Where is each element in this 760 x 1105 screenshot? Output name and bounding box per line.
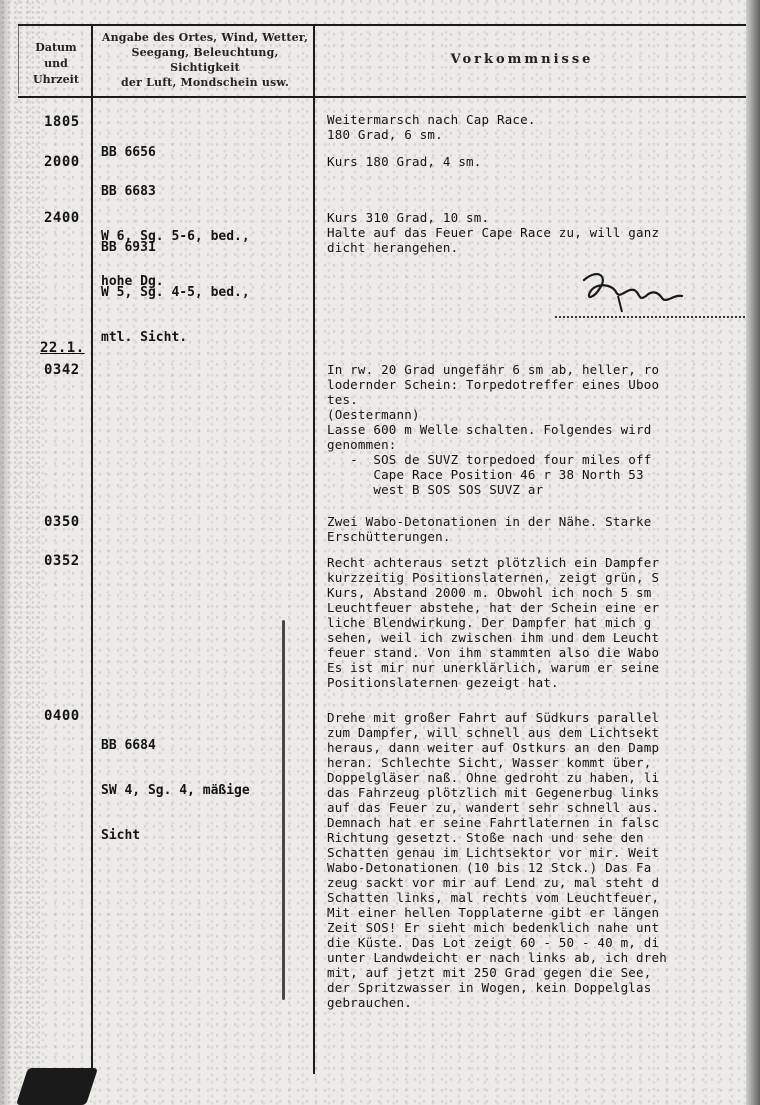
entry-line: Halte auf das Feuer Cape Race zu, will ganz — [327, 225, 660, 240]
header-date-line: Datum — [35, 41, 77, 54]
scan-edge-right — [746, 0, 760, 1105]
entry-text — [327, 362, 745, 497]
entry-line: west B SOS SOS SUVZ ar — [327, 482, 544, 497]
entry-line: Schatten links, mal rechts vom Leuchtfeuer, — [327, 890, 660, 905]
entry-text — [327, 710, 745, 1010]
position-line: BB 6684 — [101, 738, 156, 753]
left-border — [18, 24, 19, 94]
entry-line: genommen: — [327, 437, 397, 452]
entry-line: sehen, weil ich zwischen ihm und dem Leucht — [327, 630, 660, 645]
entry-line: heran. Schlechte Sicht, Wasser kommt über, — [327, 755, 652, 770]
entry-line: unter Landwdeicht er nach links ab, ich dreh — [327, 950, 667, 965]
entry-line: Kurs 180 Grad, 4 sm. — [327, 154, 482, 169]
entry-line: kurzzeitig Positionslaternen, zeigt grün, S — [327, 570, 660, 585]
header-bottom-rule — [18, 96, 746, 98]
entry-line: - SOS de SUVZ torpedoed four miles off — [327, 452, 652, 467]
entry-line: Doppelgläser naß. Ohne gedroht zu haben, li — [327, 770, 660, 785]
entry-line: Mit einer hellen Topplaterne gibt er längen — [327, 905, 660, 920]
entry-time: 0400 — [44, 708, 80, 724]
header-place-column — [96, 30, 314, 90]
entry-line: Drehe mit großer Fahrt auf Südkurs parallel — [327, 710, 660, 725]
entry-line: Wabo-Detonationen (10 bis 12 Stck.) Das Fa — [327, 860, 652, 875]
header-place-line: Angabe des Ortes, Wind, Wetter, — [101, 31, 309, 44]
entry-date: 22.1. — [40, 340, 85, 356]
entry-line: Cape Race Position 46 r 38 North 53 — [327, 467, 644, 482]
entry-line: Demnach hat er seine Fahrtlaternen in falsc — [327, 815, 660, 830]
entry-time: 2400 — [44, 210, 80, 226]
entry-line: Kurs, Abstand 2000 m. Obwohl ich noch 5 sm — [327, 585, 652, 600]
position-line: BB 6931 — [101, 240, 156, 255]
entry-position — [101, 708, 250, 873]
entry-line: mit, auf jetzt mit 250 Grad gegen die See, — [327, 965, 652, 980]
signature-dotted-line — [555, 316, 745, 318]
entry-line: der Spritzwasser in Wogen, kein Doppelglas — [327, 980, 652, 995]
entry-line: Zeit SOS! Er sieht mich bedenklich nahe unt — [327, 920, 660, 935]
entry-line: heraus, dann weiter auf Ostkurs an den Damp — [327, 740, 660, 755]
entry-time: 0352 — [44, 553, 80, 569]
entry-text — [327, 112, 745, 142]
entry-line: feuer stand. Von ihm stammten also die Wabo — [327, 645, 660, 660]
column-divider-2 — [313, 24, 315, 1074]
entry-line: lodernder Schein: Torpedotreffer eines Uboo — [327, 377, 660, 392]
position-line: SW 4, Sg. 4, mäßige — [101, 783, 250, 798]
position-line: hohe Dg. — [101, 274, 164, 289]
entry-line: Leuchtfeuer abstehe, hat der Schein eine er — [327, 600, 660, 615]
entry-line: In rw. 20 Grad ungefähr 6 sm ab, heller, ro — [327, 362, 660, 377]
entry-line: zeug sackt vor mir auf Lend zu, mal steht d — [327, 875, 660, 890]
entry-line: (Oestermann) — [327, 407, 420, 422]
position-line: W 5, Sg. 4-5, bed., — [101, 285, 250, 300]
pen-stroke-mark — [282, 620, 285, 1000]
entry-line: auf das Feuer zu, wandert sehr schnell aus. — [327, 800, 660, 815]
entry-line: Zwei Wabo-Detonationen in der Nähe. Starke — [327, 514, 652, 529]
entry-text — [327, 154, 745, 169]
entry-line: dicht herangehen. — [327, 240, 459, 255]
entry-line: Weitermarsch nach Cap Race. — [327, 112, 536, 127]
entry-line: Lasse 600 m Welle schalten. Folgendes wird — [327, 422, 652, 437]
entry-text — [327, 555, 745, 690]
top-rule — [18, 24, 746, 26]
entry-time: 1805 — [44, 114, 80, 130]
entry-line: das Fahrzeug plötzlich mit Gegenerbug links — [327, 785, 660, 800]
position-line: BB 6656 — [101, 145, 156, 160]
header-events-column: Vorkommnisse — [450, 52, 594, 67]
scan-grain — [0, 0, 40, 1105]
entry-line: Richtung gesetzt. Stoße nach und sehe den — [327, 830, 644, 845]
position-line: BB 6683 — [101, 184, 156, 199]
position-line: Sicht — [101, 828, 141, 843]
entry-line: Kurs 310 Grad, 10 sm. — [327, 210, 490, 225]
entry-line: gebrauchen. — [327, 995, 412, 1010]
entry-line: Erschütterungen. — [327, 529, 451, 544]
entry-line: die Küste. Das Lot zeigt 60 - 50 - 40 m, di — [327, 935, 660, 950]
header-date-column — [22, 40, 90, 88]
entry-line: 180 Grad, 6 sm. — [327, 127, 443, 142]
entry-line: Recht achteraus setzt plötzlich ein Dampfer — [327, 555, 660, 570]
entry-time: 0350 — [44, 514, 80, 530]
position-line: mtl. Sicht. — [101, 330, 188, 345]
header-date-line: Uhrzeit — [33, 73, 79, 86]
entry-line: Positionslaternen gezeigt hat. — [327, 675, 559, 690]
header-place-line: der Luft, Mondschein usw. — [121, 76, 289, 89]
entry-time: 2000 — [44, 154, 80, 170]
position-line: W 6, Sg. 5-6, bed., — [101, 229, 250, 244]
commander-signature — [578, 266, 688, 314]
column-divider-1 — [91, 24, 93, 1074]
entry-text — [327, 514, 745, 544]
entry-line: Es ist mir nur unerklärlich, warum er seine — [327, 660, 660, 675]
header-date-line: und — [44, 57, 68, 70]
entry-line: Schatten genau im Lichtsektor vor mir. Weit — [327, 845, 660, 860]
entry-text — [327, 210, 745, 255]
entry-position — [101, 210, 250, 375]
entry-line: liche Blendwirkung. Der Dampfer hat mich g — [327, 615, 652, 630]
entry-line: zum Dampfer, will schnell aus dem Lichtsekt — [327, 725, 660, 740]
scan-dark-stain — [16, 1068, 98, 1105]
header-place-line: Seegang, Beleuchtung, Sichtigkeit — [131, 46, 279, 74]
entry-time: 0342 — [44, 362, 80, 378]
entry-line: tes. — [327, 392, 358, 407]
